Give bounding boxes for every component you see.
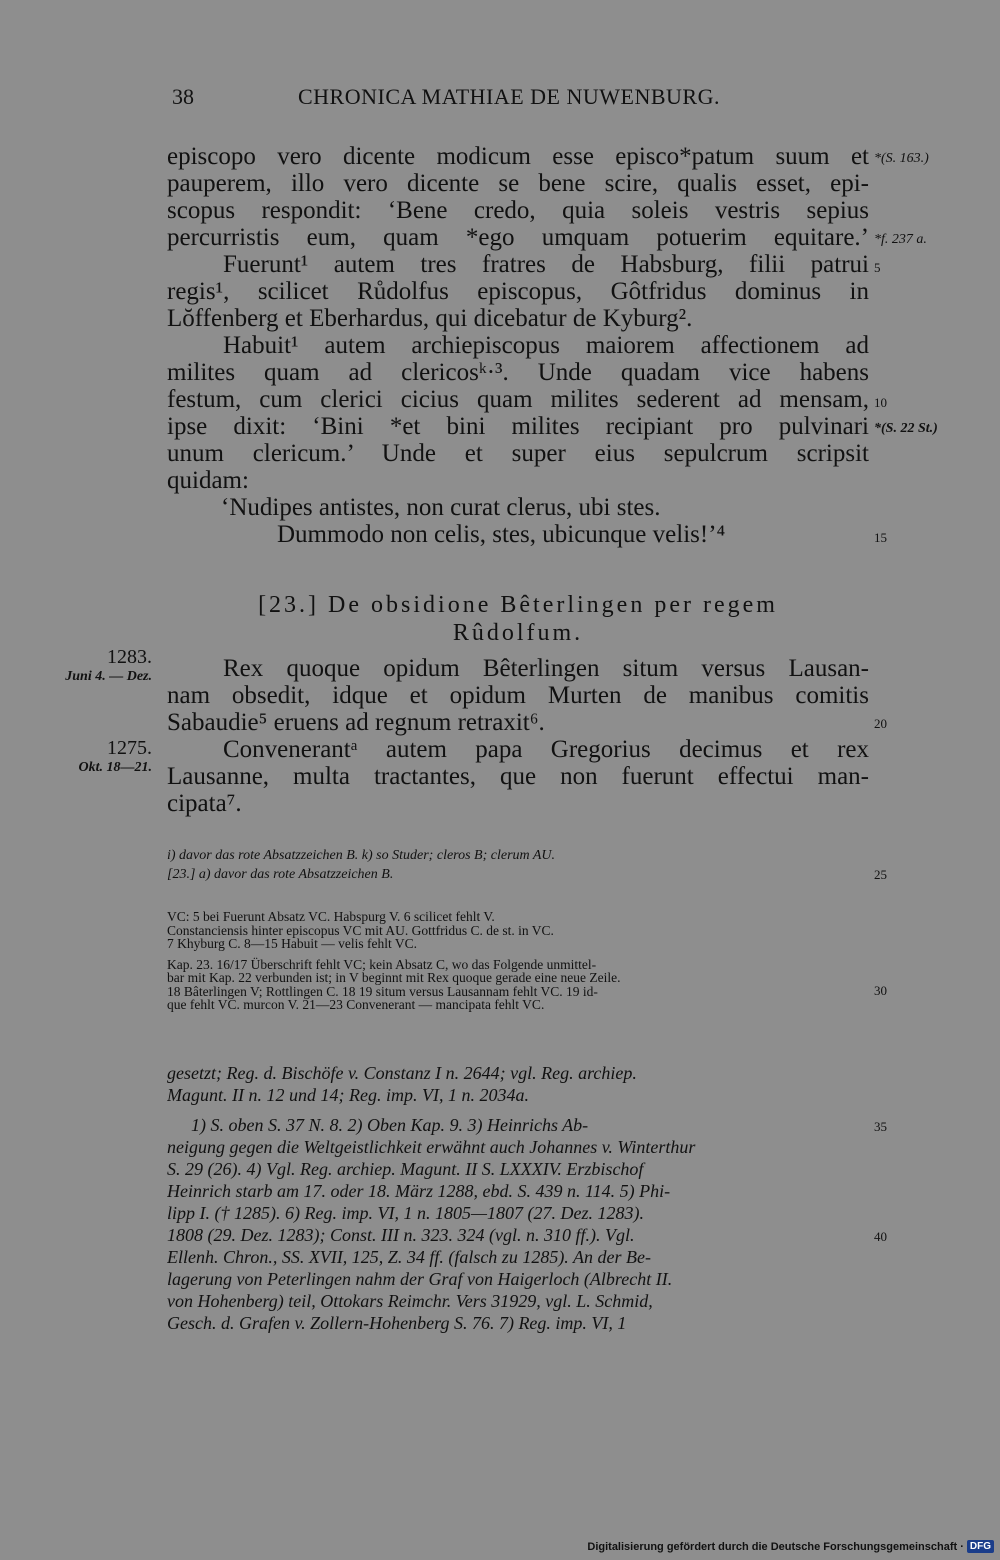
verse-line: Dummodo non celis, stes, ubicunque velis!’⁴ [277,521,726,548]
text-line: pauperem, illo vero dicente se bene scire, qualis esset, epi- [167,170,869,197]
text-line: episcopo vero dicente modicum esse episco*patum suum et [167,143,869,170]
text-line: regis¹, scilicet Růdolfus episcopus, Gôtfridus dominus in [167,278,869,305]
main-text [167,143,869,548]
text-line: festum, cum clerici cicius quam milites sederent ad mensam, [167,386,869,413]
text-line: cipata⁷. [167,790,242,817]
text-line: Convenerantᵃ autem papa Gregorius decimus et rex [223,736,869,763]
text-line: milites quam ad clericosᵏ·³. Unde quadam vice habens [167,359,869,386]
footnote-line: 1) S. oben S. 37 N. 8. 2) Oben Kap. 9. 3) Heinrichs Ab- [191,1115,589,1135]
footnote-line: Magunt. II n. 12 und 14; Reg. imp. VI, 1 n. 2034a. [167,1085,529,1105]
text-line: percurristis eum, quam *ego umquam potuerim equitare.’ [167,224,869,251]
apparatus-variants [167,910,869,1012]
footnote-line: Kap. 23. 16/17 Überschrift fehlt VC; kein Absatz C, wo das Folgende unmittel- [167,956,597,972]
credit-text: Digitalisierung gefördert durch die Deutsche Forschungsgemeinschaft · [587,1540,964,1553]
chapter-text [167,655,869,817]
line-number: 20 [874,716,887,731]
margin-note: *f. 237 a. [874,232,927,247]
footnote-line: S. 29 (26). 4) Vgl. Reg. archiep. Magunt. II S. LXXXIV. Erzbischof [167,1159,644,1179]
footnote-line: 1808 (29. Dez. 1283); Const. III n. 323. 324 (vgl. n. 310 ff.). Vgl. [167,1225,635,1245]
page-number: 38 [172,84,194,109]
line-number: 15 [874,530,887,545]
dfg-logo: DFG [967,1540,994,1553]
text-line: Fuerunt¹ autem tres fratres de Habsburg, filii patrui [223,251,869,278]
footnote-line: gesetzt; Reg. d. Bischöfe v. Constanz I n. 2644; vgl. Reg. archiep. [167,1063,637,1083]
footnote-line: Ellenh. Chron., SS. XVII, 125, Z. 34 ff. (falsch zu 1285). An der Be- [167,1247,651,1267]
footnote-line: von Hohenberg) teil, Ottokars Reimchr. Vers 31929, vgl. L. Schmid, [167,1291,653,1311]
text-line: nam obsedit, idque et opidum Murten de manibus comitis [167,682,869,709]
text-line: Rex quoque opidum Bêterlingen situm versus Lausan- [223,655,869,682]
footnote-line: 18 Bâterlingen V; Rottlingen C. 18 19 situm versus Lausannam fehlt VC. 19 id- [167,983,598,999]
footnote-line: [23.] a) davor das rote Absatzzeichen B. [167,867,394,882]
line-number: 10 [874,395,887,410]
footnote-line: Gesch. d. Grafen v. Zollern-Hohenberg S. 76. 7) Reg. imp. VI, 1 [167,1313,627,1333]
side-date [79,737,153,776]
footnote-line: neigung gegen die Weltgeistlichkeit erwähnt auch Johannes v. Winterthur [167,1137,696,1157]
apparatus-critical [167,846,869,884]
text-line: Sabaudie⁵ eruens ad regnum retraxit⁶. [167,709,545,736]
side-date [65,646,152,685]
margin-note: *(S. 163.) [874,151,929,166]
line-number: 25 [874,867,887,882]
text-line: quidam: [167,467,249,494]
verse-line: ‘Nudipes antistes, non curat clerus, ubi stes. [221,494,661,521]
footnote-line: 7 Khyburg C. 8—15 Habuit — velis fehlt VC. [167,936,417,951]
historical-notes [167,1062,869,1334]
side-date-range: Juni 4. — Dez. [65,669,152,684]
text-line: unum clericum.’ Unde et super eius sepulcrum scripsit [167,440,869,467]
footnote-line: VC: 5 bei Fuerunt Absatz VC. Habspurg V. 6 scilicet fehlt V. [167,910,495,924]
footnote-line: lipp I. († 1285). 6) Reg. imp. VI, 1 n. 1805—1807 (27. Dez. 1283). [167,1203,644,1223]
text-line: ipse dixit: ‘Bini *et bini milites recipiant pro pulvinari [167,413,869,440]
footnote-line: Heinrich starb am 17. oder 18. März 1288, ebd. S. 439 n. 114. 5) Phi- [167,1181,671,1201]
footnote-line: Constanciensis hinter episcopus VC mit AU. Gottfridus C. de st. in VC. [167,922,554,938]
running-title: CHRONICA MATHIAE DE NUWENBURG. [298,84,720,109]
line-number: 35 [874,1119,887,1134]
chapter-heading: Rûdolfum. [452,620,584,646]
side-date-range: Okt. 18—21. [78,760,152,775]
margin-note: *(S. 22 St.) [874,421,938,436]
line-number: 40 [874,1229,887,1244]
text-line: Lŏffenberg et Eberhardus, qui dicebatur de Kyburg². [167,305,693,332]
footnote-line: que fehlt VC. murcon V. 21—23 Convenerant — mancipata fehlt VC. [167,997,545,1012]
digitization-credit [587,1540,994,1553]
text-line: scopus respondit: ‘Bene credo, quia soleis vestris sepius [167,197,869,224]
line-number: 30 [874,983,887,998]
chapter-heading: [23.] De obsidione Bêterlingen per regem [258,592,778,618]
text-line: Lausanne, multa tractantes, que non fuerunt effectui man- [167,763,869,790]
text-line: Habuit¹ autem archiepiscopus maiorem affectionem ad [223,332,869,359]
side-date-year: 1283. [107,646,152,668]
line-number: 5 [874,260,881,275]
footnote-line: i) davor das rote Absatzzeichen B. k) so Studer; cleros B; clerum AU. [167,848,556,863]
side-date-year: 1275. [107,737,152,759]
footnote-line: lagerung von Peterlingen nahm der Graf von Haigerloch (Albrecht II. [167,1269,673,1289]
footnote-line: bar mit Kap. 22 verbunden ist; in V beginnt mit Rex quoque gerade eine neue Zeile. [167,970,621,985]
